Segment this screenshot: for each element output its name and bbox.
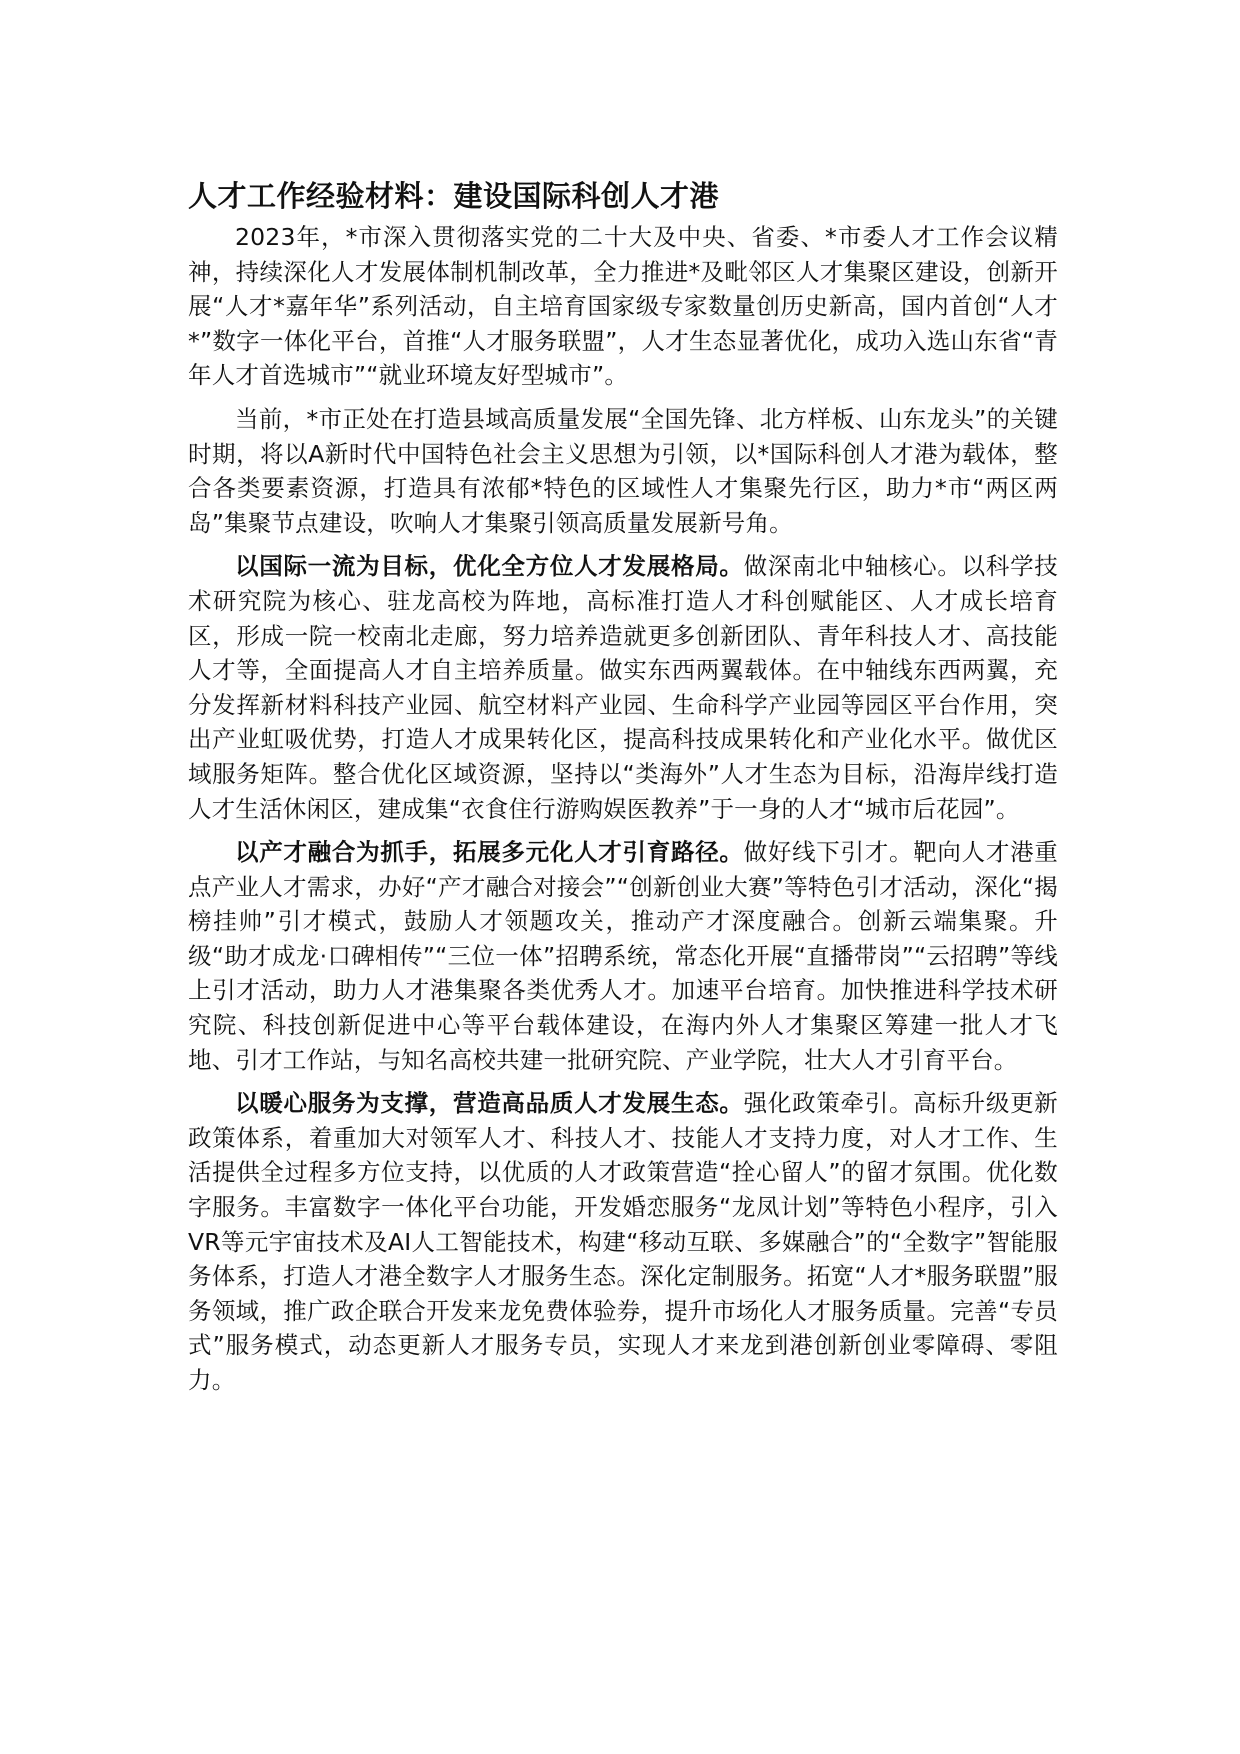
- paragraph-lead: 以产才融合为抓手，拓展多元化人才引育路径。: [235, 838, 744, 867]
- paragraph-text: 强化政策牵引。高标升级更新政策体系，着重加大对领军人才、科技人才、技能人才支持力度，对人才工作、生活提供全过程多方位支持，以优质的人才政策营造“拴心留人”的留才氛围。优化数字服务。丰富数字一体化平台功能，开发婚恋服务“龙凤计划”等特色小程序，引入VR等元宇宙技术及AI人工智能技术，构建“移动互联、多媒融合”的“全数字”智能服务体系，打造人才港全数字人才服务生态。深化定制服务。拓宽“人才*服务联盟”服务领域，推广政企联合开发来龙免费体验券，提升市场化人才服务质量。完善“专员式”服务模式，动态更新人才服务专员，实现人才来龙到港创新创业零障碍、零阻力。: [188, 1089, 1058, 1394]
- document-page: [188, 176, 1058, 1407]
- paragraph-section-2: [188, 835, 1058, 1077]
- paragraph-text: 当前，*市正处在打造县域高质量发展“全国先锋、北方样板、山东龙头”的关键时期，将以A新时代中国特色社会主义思想为引领，以*国际科创人才港为载体，整合各类要素资源，打造具有浓郁*特色的区域性人才集聚先行区，助力*市“两区两岛”集聚节点建设，吹响人才集聚引领高质量发展新号角。: [188, 404, 1058, 537]
- paragraph-text: 2023年，*市深入贯彻落实党的二十大及中央、省委、*市委人才工作会议精神，持续深化人才发展体制机制改革，全力推进*及毗邻区人才集聚区建设，创新开展“人才*嘉年华”系列活动，自主培育国家级专家数量创历史新高，国内首创“人才*”数字一体化平台，首推“人才服务联盟”，人才生态显著优化，成功入选山东省“青年人才首选城市”“就业环境友好型城市”。: [188, 223, 1058, 390]
- paragraph-text: 做深南北中轴核心。以科学技术研究院为核心、驻龙高校为阵地，高标准打造人才科创赋能区、人才成长培育区，形成一院一校南北走廊，努力培养造就更多创新团队、青年科技人才、高技能人才等，全面提高人才自主培养质量。做实东西两翼载体。在中轴线东西两翼，充分发挥新材料科技产业园、航空材料产业园、生命科学产业园等园区平台作用，突出产业虹吸优势，打造人才成果转化区，提高科技成果转化和产业化水平。做优区域服务矩阵。整合优化区域资源，坚持以“类海外”人才生态为目标，沿海岸线打造人才生活休闲区，建成集“衣食住行游购娱医教养”于一身的人才“城市后花园”。: [188, 552, 1058, 823]
- paragraph-context: [188, 402, 1058, 540]
- paragraph-lead: 以国际一流为目标，优化全方位人才发展格局。: [235, 552, 744, 581]
- paragraph-text: 做好线下引才。靶向人才港重点产业人才需求，办好“产才融合对接会”“创新创业大赛”等特色引才活动，深化“揭榜挂帅”引才模式，鼓励人才领题攻关，推动产才深度融合。创新云端集聚。升级“助才成龙·口碑相传”“三位一体”招聘系统，常态化开展“直播带岗”“云招聘”等线上引才活动，助力人才港集聚各类优秀人才。加速平台培育。加快推进科学技术研究院、科技创新促进中心等平台载体建设，在海内外人才集聚区筹建一批人才飞地、引才工作站，与知名高校共建一批研究院、产业学院，壮大人才引育平台。: [188, 838, 1058, 1074]
- document-title: 人才工作经验材料：建设国际科创人才港: [188, 179, 720, 213]
- paragraph-intro: [188, 220, 1058, 393]
- paragraph-lead: 以暖心服务为支撑，营造高品质人才发展生态。: [235, 1089, 744, 1118]
- paragraph-section-3: [188, 1086, 1058, 1397]
- paragraph-section-1: [188, 549, 1058, 826]
